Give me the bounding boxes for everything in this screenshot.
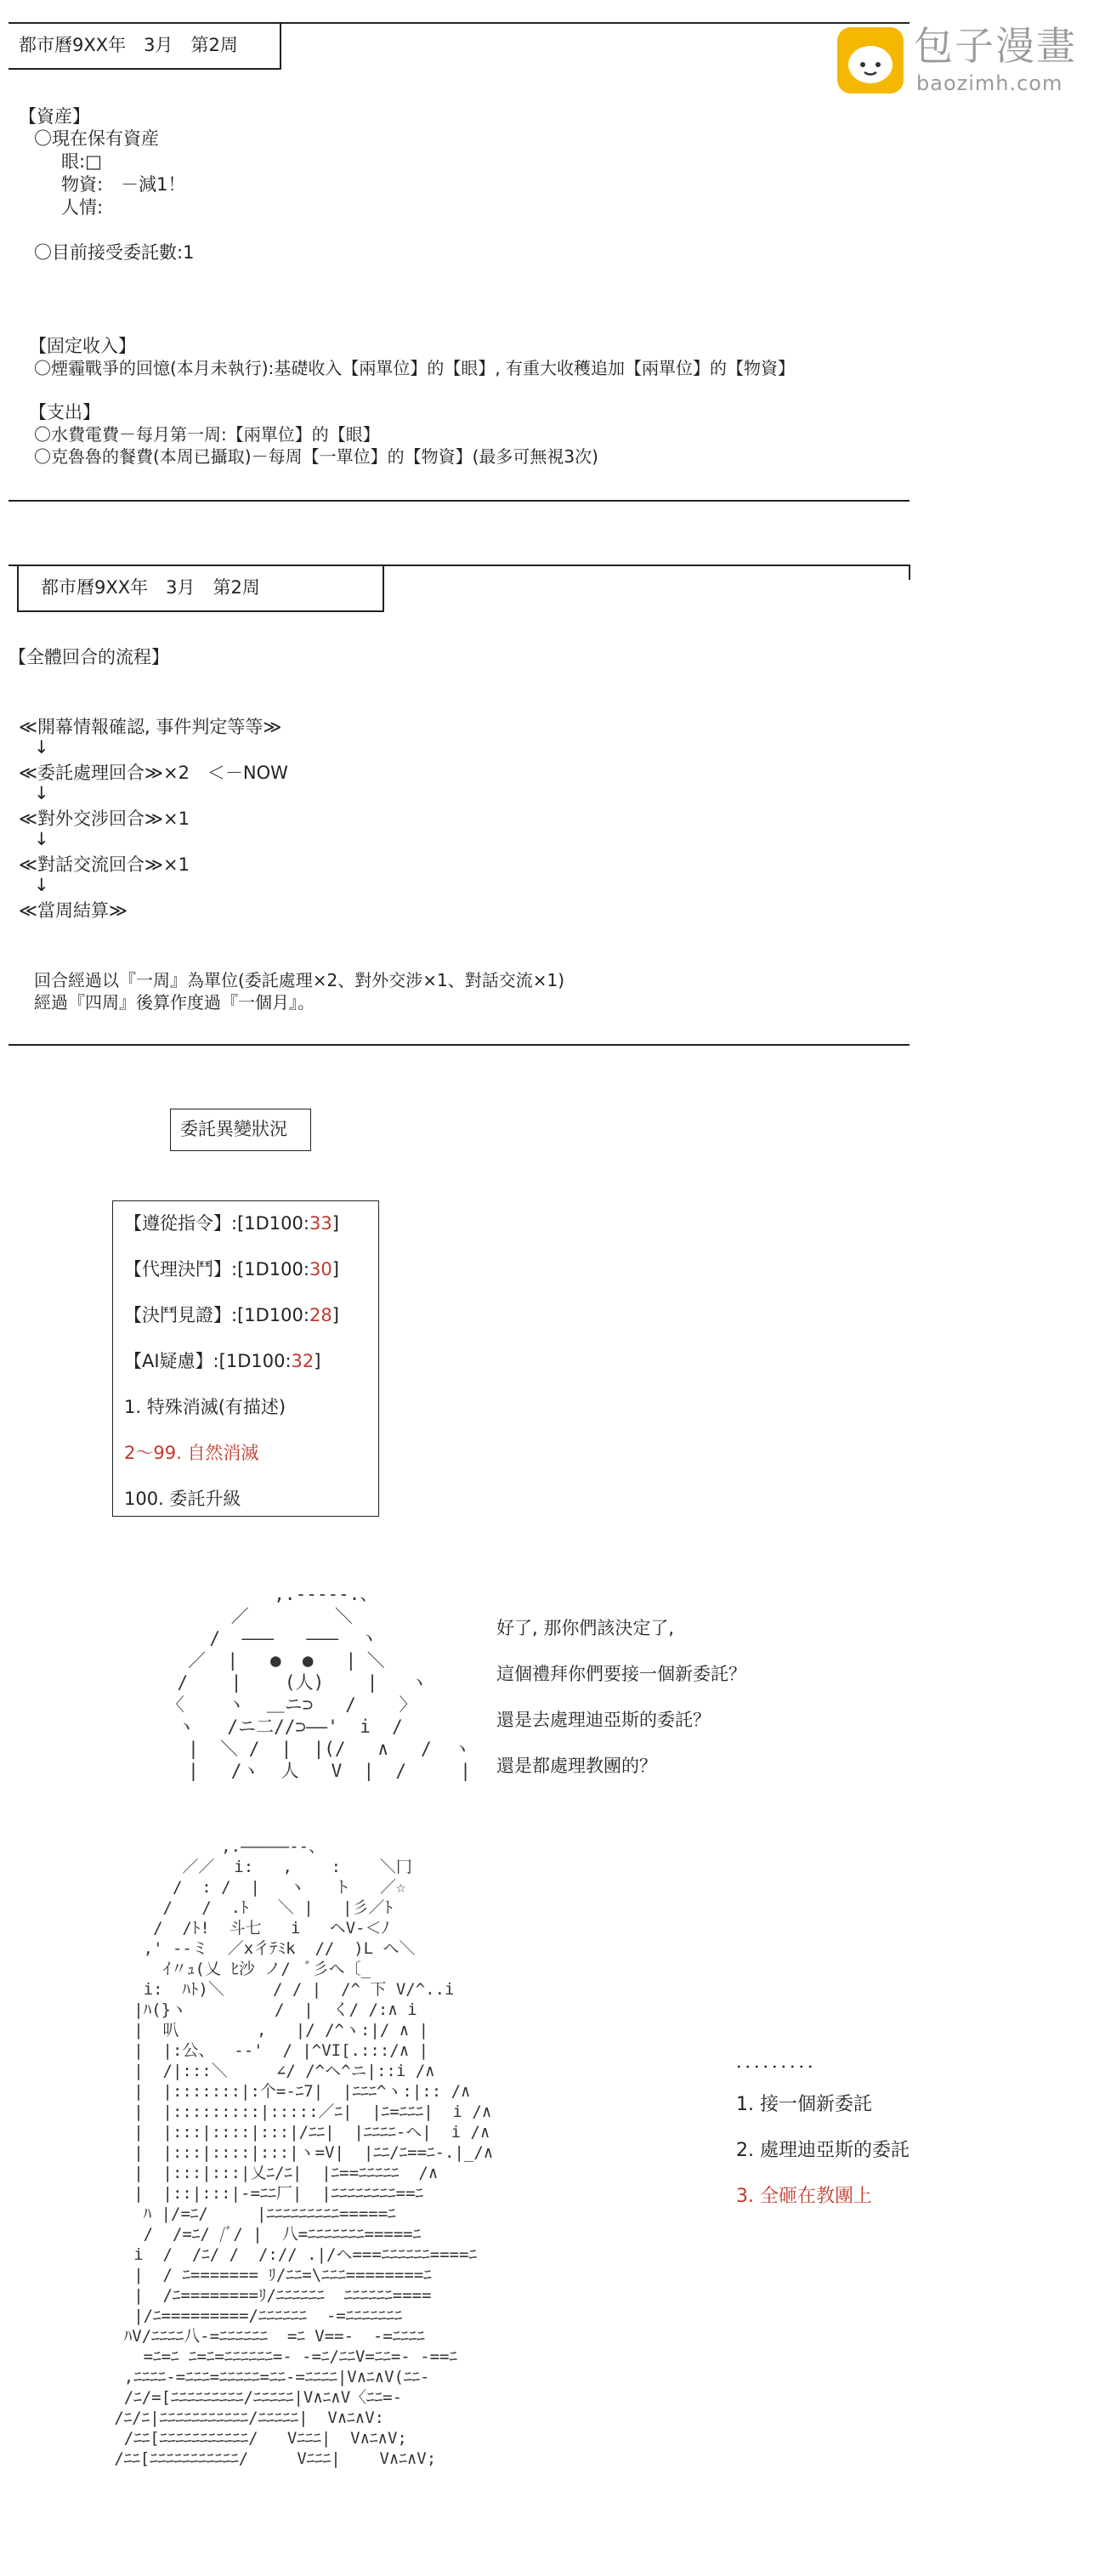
panel1-date-underline — [8, 68, 280, 70]
watermark-logo-icon — [837, 27, 904, 94]
income-line: 〇煙霾戰爭的回憶(本月未執行):基礎收入【兩單位】的【眼】, 有重大收穫追加【兩單位】的【物資】 — [34, 358, 796, 378]
character-ascii-art: ,.-‐‐‐-.、 ／ ＼ / ――― ――― ヽ ／ | ● ● | ＼ / | (人) | ヽ 〈 ヽ ＿ニ⊃ / 〉 ヽ /ニ二//⊃――' i / | ＼ / | |(/ ∧ / ヽ | /ヽ 人 V | / | — [166, 1584, 471, 1781]
flow-summary: 回合經過以『一周』為單位(委託處理×2、對外交涉×1、對話交流×1) — [34, 970, 565, 990]
choice-option-new-commission[interactable]: 1. 接一個新委託 — [736, 2094, 872, 2115]
panel2-bottom-border — [8, 1044, 910, 1046]
panel1-bottom-border — [8, 500, 910, 502]
assets-line: 〇現在保有資産 — [34, 128, 159, 149]
flow-step: ≪對話交流回合≫×1 — [19, 854, 190, 875]
expense-header: 【支出】 — [29, 402, 100, 423]
assets-header: 【資産】 — [19, 106, 90, 127]
flow-step: ≪當周結算≫ — [19, 900, 128, 921]
panel2-date-divider — [382, 565, 384, 612]
assets-line: 物資: －減1！ — [61, 174, 186, 195]
panel2-top-border — [8, 565, 910, 566]
dialogue-line: 這個禮拜你們要接一個新委託？ — [496, 1664, 746, 1684]
roll-value: 30 — [309, 1259, 332, 1279]
panel2-right-tick — [909, 565, 910, 580]
dialogue-line: 還是去處理迪亞斯的委託？ — [496, 1710, 711, 1730]
flow-step: ≪開幕情報確認, 事件判定等等≫ — [19, 717, 282, 737]
choice-option-cult[interactable]: 3. 全砸在教團上 — [736, 2186, 872, 2207]
roll-line: 【決鬥見證】:[1D100:28] — [124, 1305, 339, 1325]
outcome-line-natural: 2～99. 自然消滅 — [124, 1443, 259, 1463]
roll-value: 32 — [291, 1351, 314, 1371]
panel2-date-underline — [17, 610, 384, 612]
panel2-date-left — [17, 565, 19, 612]
dialogue-line: 還是都處理教團的？ — [496, 1756, 657, 1776]
flow-arrow: ↓ — [34, 829, 49, 849]
roll-value: 28 — [309, 1305, 332, 1325]
expense-line: 〇克魯魯的餐費(本周已攝取)－每周【一單位】的【物資】(最多可無視3次) — [34, 446, 598, 467]
expense-line: 〇水費電費－每月第一周:【兩單位】的【眼】 — [34, 424, 380, 445]
flow-arrow: ↓ — [34, 783, 49, 803]
panel1-date: 都市曆9XX年 3月 第2周 — [19, 35, 238, 55]
panel1-top-border — [8, 22, 910, 24]
commission-count: 〇目前接受委託數:1 — [34, 242, 195, 263]
roll-line: 【遵從指令】:[1D100:33] — [124, 1213, 339, 1234]
panel1-date-divider — [280, 22, 281, 70]
watermark-title: 包子漫畫 — [914, 23, 1077, 69]
watermark-url: baozimh.com — [916, 71, 1063, 95]
roll-line: 【代理決鬥】:[1D100:30] — [124, 1259, 339, 1279]
assets-line: 眼:□ — [61, 151, 102, 172]
figure-ascii-art: ,.―――――‐-、 ／／ i: , : ＼冂 / : / | ヽ ト ／☆ / / .ﾄ ＼ | |彡／ﾄ / /ﾄ! 斗七 i ヘV-＜ﾉ ,' --ミ ／x彳ﾃﾐk // )L へ＼ ｲ〃ｭ(乂 ﾋ沙 ノ/ ﾞ彡へ〔_ i: ﾊﾄ)＼ / / | /^ 下 V/^..i |ﾊ(}ヽ / | く/ /:∧ i | 叭 , |/ /^ヽ:|/ ∧ | | |:公、 ‐‐' / |^VI[.:::/∧ | | /|:::＼ ∠/ /^ヘ^ニ|::i /∧ | |:::::::|:个=-ﾆ7| |ﾆﾆﾆ^ヽ:|:: /∧ | |:::::::::|:::::／ﾆ| |ﾆ=ﾆﾆﾆ| i /∧ | |:::|::::|:::|/ﾆﾆ| |ﾆﾆﾆﾆ-ヘ| i /∧ | |:::|::::|:::|ヽ=V| |ﾆﾆ/ﾆ==ﾆ-.|_/∧ | |:::|:::|乂ﾆ/ﾆ| |ﾆ==ﾆﾆﾆﾆﾆ /∧ | |::|:::|-=ﾆﾆ厂| |ﾆﾆﾆﾆﾆﾆﾆﾆ==ﾆ ﾊ |/=ﾆ/ |ﾆﾆﾆﾆﾆﾆﾆﾆﾆ=====ﾆ / /=ﾆ/ /ﾞ/ | 八=ﾆﾆﾆﾆﾆﾆﾆ=====ﾆ i / /ﾆ/ / /:// .|/ヘ===ﾆﾆﾆﾆﾆﾆ====ﾆ | / ﾆ======= ﾘ/ﾆﾆ=\ﾆﾆﾆ========ﾆ | /ﾆ========ﾘ/ﾆﾆﾆﾆﾆﾆ ﾆﾆﾆﾆﾆﾆ==== |/ﾆ=========/ﾆﾆﾆﾆﾆﾆ -=ﾆﾆﾆﾆﾆﾆﾆ ﾊV/ﾆﾆﾆﾆ八-=ﾆﾆﾆﾆﾆﾆ =ﾆ V==- -=ﾆﾆﾆﾆ =ﾆ=ﾆ ﾆ=ﾆ=ﾆﾆﾆﾆﾆﾆ=- -=ﾆ/ﾆﾆV=ﾆﾆ=- -==ﾆ ,ﾆﾆﾆﾆ-=ﾆﾆﾆ=ﾆﾆﾆﾆﾆ=ﾆﾆ-=ﾆﾆﾆﾆ|V∧ﾆ∧V(ﾆﾆ- /ﾆ/=[ﾆﾆﾆﾆﾆﾆﾆﾆﾆ/ﾆﾆﾆﾆﾆ|V∧ﾆ∧V〈ﾆﾆ=- /ﾆ/ﾆ|ﾆﾆﾆﾆﾆﾆﾆﾆﾆﾆﾆ/ﾆﾆﾆﾆﾆ| V∧ﾆ∧V: /ﾆﾆ[ﾆﾆﾆﾆﾆﾆﾆﾆﾆﾆﾆ/ Vﾆﾆﾆ| V∧ﾆ∧V; /ﾆﾆ[ﾆﾆﾆﾆﾆﾆﾆﾆﾆﾆﾆ/ Vﾆﾆﾆ| V∧ﾆ∧V; — [114, 1837, 494, 2468]
outcome-line: 100. 委託升級 — [124, 1489, 241, 1509]
panel2-date: 都市曆9XX年 3月 第2周 — [41, 577, 260, 598]
status-title: 委託異變狀況 — [180, 1119, 287, 1139]
dialogue-line: 好了, 那你們該決定了, — [496, 1618, 675, 1638]
flow-summary: 經過『四周』後算作度過『一個月』。 — [34, 992, 314, 1013]
flow-header: 【全體回合的流程】 — [8, 647, 169, 667]
choice-ellipsis: ．．．．．．．．． — [736, 2051, 825, 2072]
flow-arrow: ↓ — [34, 737, 49, 757]
income-header: 【固定收入】 — [29, 336, 136, 356]
flow-arrow: ↓ — [34, 875, 49, 895]
roll-value: 33 — [309, 1213, 332, 1234]
flow-step-current: ≪委託處理回合≫×2 ＜－NOW — [19, 763, 288, 783]
flow-step: ≪對外交涉回合≫×1 — [19, 809, 190, 829]
outcome-line: 1. 特殊消滅(有描述) — [124, 1397, 286, 1417]
choice-option-dias-commission[interactable]: 2. 處理迪亞斯的委託 — [736, 2140, 910, 2161]
roll-line: 【AI疑慮】:[1D100:32] — [124, 1351, 321, 1371]
assets-line: 人情: — [61, 197, 104, 218]
